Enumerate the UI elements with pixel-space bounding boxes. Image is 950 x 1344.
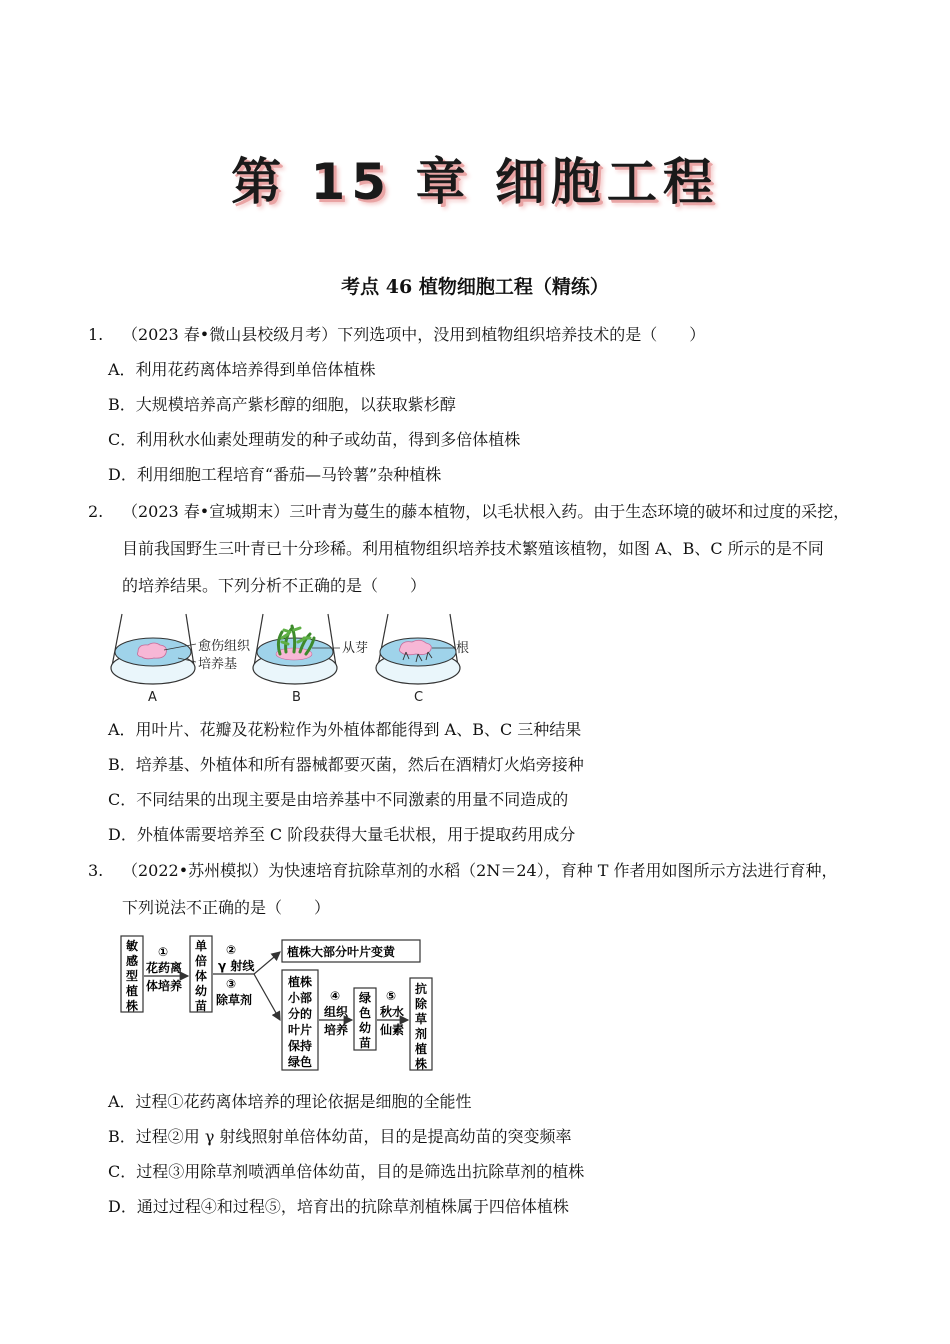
question-3-option-d: D．通过过程④和过程⑤，培育出的抗除草剂植株属于四倍体植株 [108, 1197, 569, 1216]
section-title: 考点 46 植物细胞工程（精练） [341, 276, 609, 298]
question-1-stem: （2023 春•微山县校级月考）下列选项中，没用到植物组织培养技术的是（ ） [122, 325, 706, 344]
flow-box1-char-5: 株 [126, 999, 139, 1013]
question-1-number: 1. [88, 325, 104, 344]
question-2-stem-line-1: （2023 春•宣城期末）三叶青为蔓生的藤本植物，以毛状根入药。由于生态环境的破坏和过度的采挖， [122, 502, 850, 521]
flow-box2-char-3: 体 [195, 969, 208, 983]
flow-box-top-label: 植株大部分叶片变黄 [287, 945, 396, 959]
dish-a [111, 614, 196, 684]
question-2-number: 2. [88, 502, 104, 521]
question-1-option-a: A．利用花药离体培养得到单倍体植株 [108, 360, 376, 379]
flow-box5-char-1: 抗 [415, 982, 428, 996]
flow-box3-line-1: 植株 [288, 975, 313, 989]
breeding-flow-figure [118, 930, 438, 1078]
flow-step4-label-line1: 组织 [324, 1005, 349, 1019]
flow-box4-char-2: 色 [359, 1006, 372, 1020]
flow-box4-char-4: 苗 [359, 1036, 372, 1050]
question-2-option-d: D．外植体需要培养至 C 阶段获得大量毛状根，用于提取药用成分 [108, 825, 576, 844]
label-dish-a: A [148, 690, 157, 705]
question-3-option-c: C．过程③用除草剂喷洒单倍体幼苗，目的是筛选出抗除草剂的植株 [108, 1162, 585, 1181]
question-3-option-a: A．过程①花药离体培养的理论依据是细胞的全能性 [108, 1092, 472, 1111]
flow-box1-char-1: 敏 [126, 939, 139, 953]
flow-box2-char-5: 苗 [195, 999, 208, 1013]
dish-b [253, 614, 340, 684]
flow-box5-char-2: 除 [415, 997, 428, 1011]
flow-box4-char-3: 幼 [359, 1021, 372, 1035]
flow-box4-char-1: 绿 [359, 991, 372, 1005]
question-2-option-b: B．培养基、外植体和所有器械都要灭菌，然后在酒精灯火焰旁接种 [108, 755, 584, 774]
question-2-stem-line-2: 目前我国野生三叶青已十分珍稀。利用植物组织培养技术繁殖该植物，如图 A、B、C 所示的是不同 [122, 539, 824, 558]
question-1-option-d: D．利用细胞工程培育“番茄—马铃薯”杂种植株 [108, 465, 442, 484]
label-shoot: 从芽 [342, 641, 369, 656]
culture-dishes-figure [108, 608, 478, 708]
question-2-option-c: C．不同结果的出现主要是由培养基中不同激素的用量不同造成的 [108, 790, 569, 809]
flow-box3-line-6: 绿色 [288, 1055, 313, 1069]
question-2-option-a: A．用叶片、花瓣及花粉粒作为外植体都能得到 A、B、C 三种结果 [108, 720, 582, 739]
question-2-stem-line-3: 的培养结果。下列分析不正确的是（ ） [122, 576, 427, 595]
flow-box5-char-6: 株 [415, 1057, 428, 1071]
flow-step1-number: ① [158, 945, 169, 959]
flow-step5-number: ⑤ [386, 989, 397, 1003]
flow-box2-char-2: 倍 [195, 954, 208, 968]
label-medium: 培养基 [198, 657, 238, 672]
chapter-title: 第 15 章 细胞工程 [231, 153, 719, 211]
flow-step1-label-line2: 体培养 [146, 979, 183, 993]
flow-step5-label-line1: 秋水 [380, 1005, 405, 1019]
label-dish-c: C [414, 690, 424, 705]
dish-c [376, 614, 460, 684]
flow-box2-char-1: 单 [195, 939, 208, 953]
label-callus: 愈伤组织 [198, 639, 251, 654]
question-3-option-b: B．过程②用 γ 射线照射单倍体幼苗，目的是提高幼苗的突变频率 [108, 1127, 572, 1146]
flow-box3-line-4: 叶片 [288, 1023, 313, 1037]
flow-step3-number: ③ [226, 977, 237, 991]
flow-box1-char-4: 植 [126, 984, 139, 998]
flow-step4-number: ④ [330, 989, 341, 1003]
flow-box3-line-2: 小部 [288, 991, 313, 1005]
flow-step2-label: γ 射线 [218, 959, 255, 973]
flow-box2-char-4: 幼 [195, 984, 208, 998]
flow-box1-char-2: 感 [126, 954, 139, 968]
label-dish-b: B [292, 690, 301, 705]
flow-step2-number: ② [226, 943, 237, 957]
flow-box5-char-3: 草 [415, 1012, 428, 1026]
question-1-option-b: B．大规模培养高产紫杉醇的细胞，以获取紫杉醇 [108, 395, 456, 414]
question-1-option-c: C．利用秋水仙素处理萌发的种子或幼苗，得到多倍体植株 [108, 430, 521, 449]
flow-box3-line-3: 分的 [288, 1007, 313, 1021]
flow-box5-char-5: 植 [415, 1042, 428, 1056]
flow-step3-label: 除草剂 [216, 993, 253, 1007]
flow-box3-line-5: 保持 [288, 1039, 313, 1053]
flow-step5-label-line2: 仙素 [380, 1023, 405, 1037]
flow-step1-label-line1: 花药离 [146, 961, 183, 975]
question-3-number: 3. [88, 861, 104, 880]
question-3-stem-line-1: （2022•苏州模拟）为快速培育抗除草剂的水稻（2N＝24），育种 T 作者用如图所示方法进行育种， [122, 861, 838, 880]
flow-step4-label-line2: 培养 [324, 1023, 349, 1037]
flow-box1-char-3: 型 [126, 969, 139, 983]
flow-box5-char-4: 剂 [415, 1027, 428, 1041]
question-3-stem-line-2: 下列说法不正确的是（ ） [122, 898, 331, 917]
label-root: 根 [456, 641, 470, 656]
